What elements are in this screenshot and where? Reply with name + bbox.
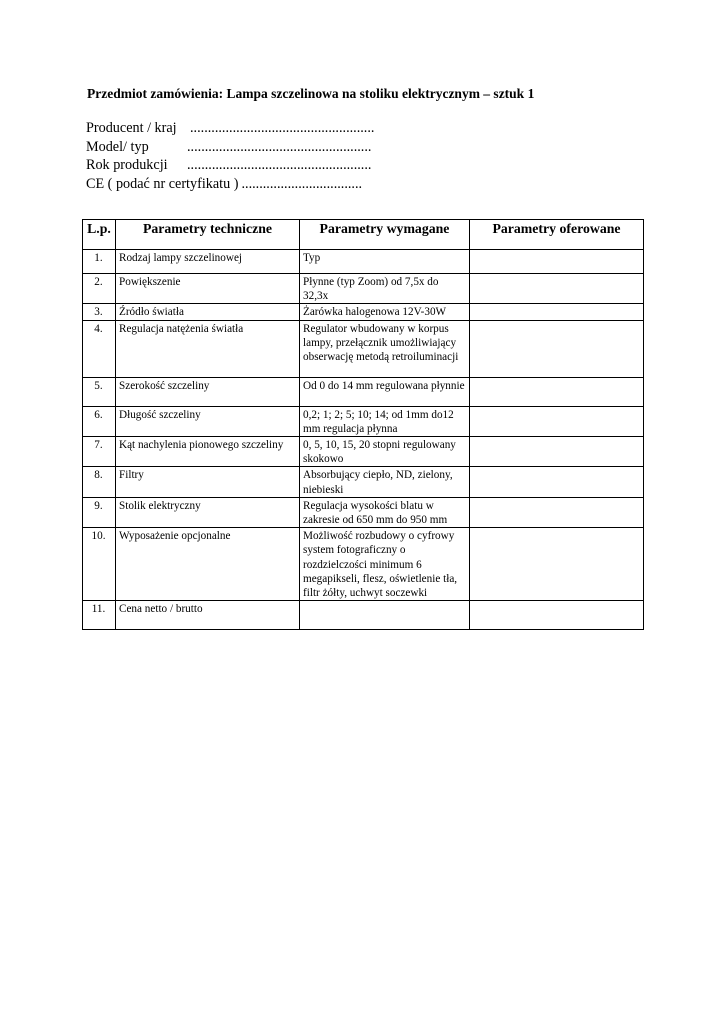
row-number: 2.: [83, 274, 116, 304]
row-offered[interactable]: [470, 406, 644, 436]
table-row: [83, 274, 644, 304]
parameters-table: [82, 219, 644, 630]
order-title: Przedmiot zamówienia: Lampa szczelinowa na stoliku elektrycznym – sztuk 1: [87, 86, 535, 101]
row-number: 11.: [83, 601, 116, 630]
row-offered[interactable]: [470, 467, 644, 497]
table-header-row: [83, 220, 644, 250]
row-parameter: Powiększenie: [116, 274, 300, 304]
row-parameter: Źródło światła: [116, 304, 300, 320]
row-number: 5.: [83, 377, 116, 406]
header-lp: L.p.: [83, 220, 116, 250]
row-offered[interactable]: [470, 377, 644, 406]
row-number: 1.: [83, 250, 116, 274]
field-ce-certificate: [86, 175, 374, 194]
row-required: 0, 5, 10, 15, 20 stopni regulowany skokowo: [300, 437, 470, 467]
row-number: 10.: [83, 528, 116, 601]
table-row: [83, 601, 644, 630]
table-row: [83, 528, 644, 601]
field-dots[interactable]: ....................................................: [187, 157, 372, 174]
row-parameter: Filtry: [116, 467, 300, 497]
row-parameter: Wyposażenie opcjonalne: [116, 528, 300, 601]
field-label: Model/ typ: [86, 138, 149, 155]
row-number: 6.: [83, 406, 116, 436]
row-required: Żarówka halogenowa 12V-30W: [300, 304, 470, 320]
table-row: [83, 304, 644, 320]
row-offered[interactable]: [470, 601, 644, 630]
field-dots[interactable]: ....................................................: [190, 120, 375, 136]
header-technical-params: Parametry techniczne: [116, 220, 300, 250]
field-year: [86, 156, 374, 175]
row-number: 7.: [83, 437, 116, 467]
row-number: 3.: [83, 304, 116, 320]
row-parameter: Szerokość szczeliny: [116, 377, 300, 406]
table-row: [83, 437, 644, 467]
table-row: [83, 406, 644, 436]
field-label: Producent / kraj: [86, 120, 177, 136]
row-required: Możliwość rozbudowy o cyfrowy system fotograficzny o rozdzielczości minimum 6 megapikseli, flesz, oświetlenie tła, filtr żółty, uchwyt soczewki: [300, 528, 470, 601]
table-row: [83, 250, 644, 274]
row-offered[interactable]: [470, 497, 644, 527]
row-parameter: Stolik elektryczny: [116, 497, 300, 527]
table-row: [83, 467, 644, 497]
table-row: [83, 497, 644, 527]
row-parameter: Długość szczeliny: [116, 406, 300, 436]
row-parameter: Regulacja natężenia światła: [116, 320, 300, 377]
row-parameter: Rodzaj lampy szczelinowej: [116, 250, 300, 274]
row-required: Absorbujący ciepło, ND, zielony, niebieski: [300, 467, 470, 497]
row-required: Typ: [300, 250, 470, 274]
row-parameter: Cena netto / brutto: [116, 601, 300, 630]
vendor-fields: [86, 119, 374, 194]
row-required: Regulator wbudowany w korpus lampy, przełącznik umożliwiający obserwację metodą retroiluminacji: [300, 320, 470, 377]
field-dots[interactable]: ....................................................: [187, 138, 372, 155]
header-offered-params: Parametry oferowane: [470, 220, 644, 250]
table-row: [83, 377, 644, 406]
row-number: 4.: [83, 320, 116, 377]
row-required: Regulacja wysokości blatu w zakresie od 650 mm do 950 mm: [300, 497, 470, 527]
row-required: Płynne (typ Zoom) od 7,5x do 32,3x: [300, 274, 470, 304]
row-required: 0,2; 1; 2; 5; 10; 14; od 1mm do12 mm regulacja płynna: [300, 406, 470, 436]
row-parameter: Kąt nachylenia pionowego szczeliny: [116, 437, 300, 467]
row-number: 9.: [83, 497, 116, 527]
field-model: [86, 138, 374, 157]
row-offered[interactable]: [470, 320, 644, 377]
row-number: 8.: [83, 467, 116, 497]
row-offered[interactable]: [470, 528, 644, 601]
row-offered[interactable]: [470, 274, 644, 304]
field-producer: [86, 119, 374, 138]
table-row: [83, 320, 644, 377]
row-offered[interactable]: [470, 437, 644, 467]
row-required: [300, 601, 470, 630]
field-label: Rok produkcji: [86, 157, 168, 174]
field-dots[interactable]: ..................................: [241, 176, 363, 193]
row-required: Od 0 do 14 mm regulowana płynnie: [300, 377, 470, 406]
header-required-params: Parametry wymagane: [300, 220, 470, 250]
row-offered[interactable]: [470, 304, 644, 320]
row-offered[interactable]: [470, 250, 644, 274]
field-label: CE ( podać nr certyfikatu ): [86, 176, 239, 193]
